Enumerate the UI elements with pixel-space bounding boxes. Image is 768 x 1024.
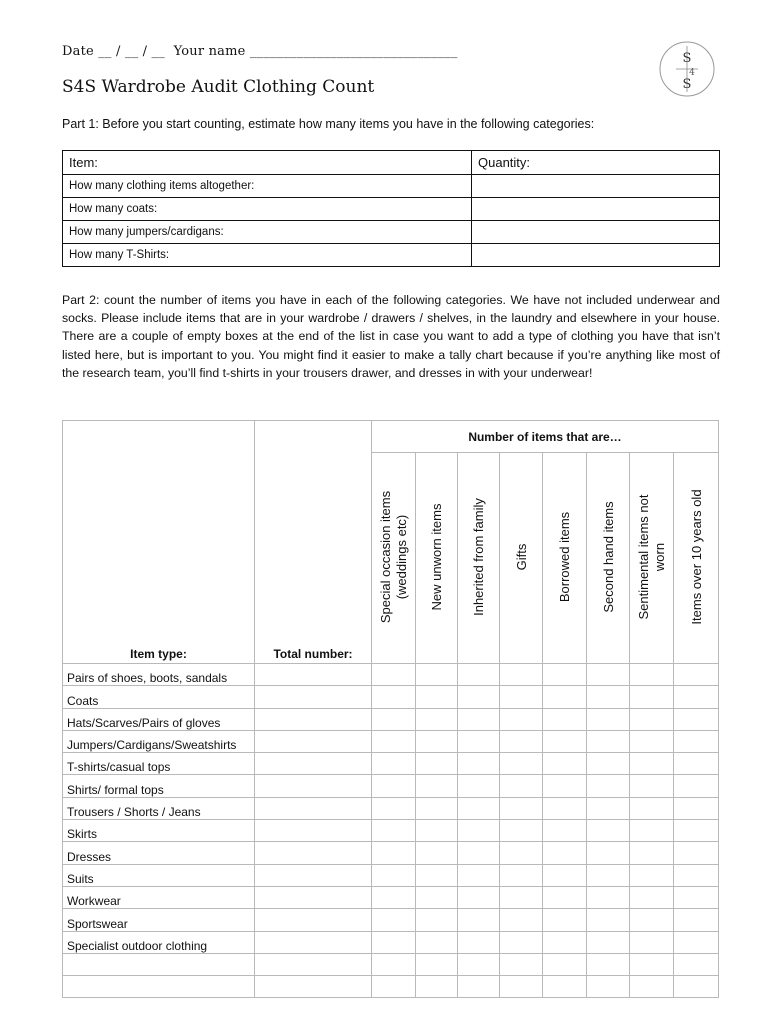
category-count-cell[interactable] — [372, 730, 416, 752]
category-count-cell[interactable] — [500, 797, 543, 819]
item-type-label: Pairs of shoes, boots, sandals — [63, 664, 255, 686]
item-type-label: Shirts/ formal tops — [63, 775, 255, 797]
category-count-cell[interactable] — [458, 686, 500, 708]
category-count-cell[interactable] — [372, 953, 416, 975]
column-header-line: New unworn items — [429, 503, 444, 611]
total-count-cell[interactable] — [255, 864, 372, 886]
category-count-cell[interactable] — [630, 864, 674, 886]
category-count-cell[interactable] — [674, 886, 719, 908]
category-count-cell[interactable] — [674, 820, 719, 842]
category-count-cell[interactable] — [674, 753, 719, 775]
category-count-cell[interactable] — [543, 775, 587, 797]
column-header-label — [636, 457, 668, 657]
category-count-cell[interactable] — [674, 797, 719, 819]
estimate-header-item: Item: — [63, 151, 472, 175]
column-header-label — [557, 457, 573, 657]
category-count-cell[interactable] — [416, 686, 458, 708]
category-count-cell[interactable] — [416, 931, 458, 953]
total-count-cell[interactable] — [255, 909, 372, 931]
table-row — [63, 820, 719, 842]
category-count-cell[interactable] — [458, 864, 500, 886]
item-type-label — [63, 953, 255, 975]
category-count-cell[interactable] — [500, 864, 543, 886]
category-count-cell[interactable] — [458, 753, 500, 775]
category-count-cell[interactable] — [674, 953, 719, 975]
category-count-cell[interactable] — [416, 864, 458, 886]
category-count-cell[interactable] — [630, 775, 674, 797]
category-count-cell[interactable] — [587, 708, 630, 730]
count-table — [62, 420, 719, 998]
item-type-label: T-shirts/casual tops — [63, 753, 255, 775]
category-count-cell[interactable] — [587, 842, 630, 864]
category-count-cell[interactable] — [587, 909, 630, 931]
part2-instructions: Part 2: count the number of items you have in each of the following categories. We have not included underwear and socks. Please include items that are in your wardrobe / drawers / shelves, in the laundry and elsewhere in your house. There are a couple of empty boxes at the end of the list in case you want to add a type of clothing you have that isn’t listed here, but is important to you. You might find it easier to make a tally chart because if you’re anything like most of the research team, you’ll find t-shirts in your trousers drawer, and dresses in with your underwear! — [62, 293, 720, 380]
category-count-cell[interactable] — [500, 664, 543, 686]
date-name-line: Date __ / __ / __ Your name _______________________________ — [62, 44, 458, 59]
total-count-cell[interactable] — [255, 753, 372, 775]
category-count-cell[interactable] — [500, 931, 543, 953]
total-count-cell[interactable] — [255, 775, 372, 797]
total-count-cell[interactable] — [255, 886, 372, 908]
estimate-row-label: How many coats: — [63, 198, 472, 221]
category-count-cell[interactable] — [630, 820, 674, 842]
category-count-cell[interactable] — [500, 775, 543, 797]
category-count-cell[interactable] — [543, 753, 587, 775]
column-header-label — [514, 457, 530, 657]
table-row — [63, 976, 719, 998]
column-header-label — [601, 457, 617, 657]
category-count-cell[interactable] — [500, 686, 543, 708]
column-header-line: Gifts — [514, 543, 529, 571]
category-count-cell[interactable] — [372, 797, 416, 819]
estimate-row-label: How many clothing items altogether: — [63, 175, 472, 198]
column-header-line: Inherited from family — [471, 498, 486, 616]
category-count-cell[interactable] — [500, 909, 543, 931]
item-type-label: Dresses — [63, 842, 255, 864]
column-header-line: Sentimental items not — [636, 494, 651, 620]
svg-text:S: S — [682, 51, 692, 66]
category-count-cell[interactable] — [458, 730, 500, 752]
item-type-label: Hats/Scarves/Pairs of gloves — [63, 708, 255, 730]
category-count-cell[interactable] — [630, 730, 674, 752]
category-count-cell[interactable] — [500, 953, 543, 975]
category-count-cell[interactable] — [543, 797, 587, 819]
total-count-cell[interactable] — [255, 842, 372, 864]
category-count-cell[interactable] — [458, 708, 500, 730]
category-count-cell[interactable] — [500, 976, 543, 998]
category-count-cell[interactable] — [674, 909, 719, 931]
category-count-cell[interactable] — [372, 909, 416, 931]
table-row — [63, 953, 719, 975]
total-count-cell[interactable] — [255, 664, 372, 686]
category-count-cell[interactable] — [543, 953, 587, 975]
category-count-cell[interactable] — [543, 664, 587, 686]
category-count-cell[interactable] — [416, 708, 458, 730]
column-header-label — [471, 457, 487, 657]
column-header — [372, 453, 416, 664]
table-row — [63, 708, 719, 730]
category-count-cell[interactable] — [372, 976, 416, 998]
category-count-cell[interactable] — [630, 886, 674, 908]
category-count-cell[interactable] — [630, 953, 674, 975]
page-title: S4S Wardrobe Audit Clothing Count — [62, 77, 375, 97]
item-type-label: Skirts — [63, 820, 255, 842]
total-count-cell[interactable] — [255, 820, 372, 842]
category-count-cell[interactable] — [587, 953, 630, 975]
category-count-cell[interactable] — [630, 909, 674, 931]
category-count-cell[interactable] — [372, 753, 416, 775]
category-count-cell[interactable] — [416, 730, 458, 752]
table-row — [63, 664, 719, 686]
category-count-cell[interactable] — [587, 820, 630, 842]
category-count-cell[interactable] — [587, 753, 630, 775]
category-count-cell[interactable] — [372, 820, 416, 842]
part1-instructions: Part 1: Before you start counting, estimate how many items you have in the following categories: — [62, 117, 595, 131]
category-count-cell[interactable] — [543, 931, 587, 953]
category-count-cell[interactable] — [587, 886, 630, 908]
item-type-label: Coats — [63, 686, 255, 708]
category-count-cell[interactable] — [416, 753, 458, 775]
category-count-cell[interactable] — [630, 842, 674, 864]
estimate-quantity-field[interactable] — [472, 221, 720, 244]
item-type-label — [63, 976, 255, 998]
category-count-cell[interactable] — [500, 753, 543, 775]
category-count-cell[interactable] — [674, 775, 719, 797]
category-count-cell[interactable] — [500, 708, 543, 730]
category-count-cell[interactable] — [674, 708, 719, 730]
table-row — [63, 753, 719, 775]
table-row — [63, 730, 719, 752]
category-count-cell[interactable] — [674, 976, 719, 998]
total-number-header: Total number: — [255, 421, 372, 664]
category-count-cell[interactable] — [630, 708, 674, 730]
item-type-header: Item type: — [63, 421, 255, 664]
item-type-label: Suits — [63, 864, 255, 886]
category-count-cell[interactable] — [630, 931, 674, 953]
category-count-cell[interactable] — [674, 664, 719, 686]
category-count-cell[interactable] — [372, 664, 416, 686]
category-count-cell[interactable] — [674, 730, 719, 752]
column-header — [630, 453, 674, 664]
item-type-label: Specialist outdoor clothing — [63, 931, 255, 953]
estimate-row-label: How many T-Shirts: — [63, 244, 472, 267]
item-type-label: Jumpers/Cardigans/Sweatshirts — [63, 730, 255, 752]
items-that-are-banner: Number of items that are… — [372, 421, 719, 453]
s4s-logo — [658, 40, 716, 98]
column-header-line: worn — [652, 542, 667, 572]
category-count-cell[interactable] — [500, 820, 543, 842]
estimate-quantity-field[interactable] — [472, 244, 720, 267]
category-count-cell[interactable] — [458, 820, 500, 842]
category-count-cell[interactable] — [458, 886, 500, 908]
category-count-cell[interactable] — [458, 842, 500, 864]
category-count-cell[interactable] — [587, 730, 630, 752]
category-count-cell[interactable] — [372, 775, 416, 797]
category-count-cell[interactable] — [630, 797, 674, 819]
category-count-cell[interactable] — [416, 775, 458, 797]
category-count-cell[interactable] — [458, 797, 500, 819]
item-type-label: Trousers / Shorts / Jeans — [63, 797, 255, 819]
column-header-label — [378, 457, 410, 657]
estimate-table — [62, 150, 720, 267]
table-row — [63, 931, 719, 953]
category-count-cell[interactable] — [416, 976, 458, 998]
table-row — [63, 909, 719, 931]
category-count-cell[interactable] — [500, 886, 543, 908]
column-header-label — [429, 457, 445, 657]
category-count-cell[interactable] — [416, 820, 458, 842]
category-count-cell[interactable] — [543, 909, 587, 931]
category-count-cell[interactable] — [458, 775, 500, 797]
category-count-cell[interactable] — [416, 664, 458, 686]
estimate-header-quantity: Quantity: — [472, 151, 720, 175]
category-count-cell[interactable] — [500, 842, 543, 864]
table-row — [63, 842, 719, 864]
category-count-cell[interactable] — [416, 953, 458, 975]
category-count-cell[interactable] — [674, 931, 719, 953]
category-count-cell[interactable] — [372, 686, 416, 708]
column-header — [543, 453, 587, 664]
category-count-cell[interactable] — [543, 864, 587, 886]
estimate-quantity-field[interactable] — [472, 175, 720, 198]
category-count-cell[interactable] — [587, 664, 630, 686]
category-count-cell[interactable] — [458, 931, 500, 953]
total-count-cell[interactable] — [255, 931, 372, 953]
category-count-cell[interactable] — [372, 931, 416, 953]
category-count-cell[interactable] — [416, 909, 458, 931]
column-header — [458, 453, 500, 664]
category-count-cell[interactable] — [587, 976, 630, 998]
category-count-cell[interactable] — [372, 708, 416, 730]
svg-text:4: 4 — [689, 68, 695, 78]
category-count-cell[interactable] — [500, 730, 543, 752]
category-count-cell[interactable] — [674, 842, 719, 864]
category-count-cell[interactable] — [587, 775, 630, 797]
category-count-cell[interactable] — [372, 864, 416, 886]
category-count-cell[interactable] — [543, 842, 587, 864]
total-count-cell[interactable] — [255, 797, 372, 819]
category-count-cell[interactable] — [674, 864, 719, 886]
category-count-cell[interactable] — [587, 864, 630, 886]
column-header-line: Items over 10 years old — [689, 489, 704, 625]
total-count-cell[interactable] — [255, 976, 372, 998]
category-count-cell[interactable] — [630, 686, 674, 708]
total-count-cell[interactable] — [255, 708, 372, 730]
category-count-cell[interactable] — [543, 820, 587, 842]
column-header — [587, 453, 630, 664]
column-header-line: Special occasion items — [378, 490, 393, 624]
table-row — [63, 864, 719, 886]
category-count-cell[interactable] — [630, 976, 674, 998]
column-header — [674, 453, 719, 664]
total-count-cell[interactable] — [255, 953, 372, 975]
column-header-label — [689, 457, 705, 657]
table-row — [63, 886, 719, 908]
category-count-cell[interactable] — [587, 931, 630, 953]
column-header — [416, 453, 458, 664]
table-row — [63, 686, 719, 708]
category-count-cell[interactable] — [674, 686, 719, 708]
category-count-cell[interactable] — [458, 976, 500, 998]
category-count-cell[interactable] — [458, 953, 500, 975]
category-count-cell[interactable] — [543, 730, 587, 752]
category-count-cell[interactable] — [416, 842, 458, 864]
category-count-cell[interactable] — [416, 886, 458, 908]
category-count-cell[interactable] — [543, 976, 587, 998]
column-header-line: (weddings etc) — [394, 514, 409, 600]
category-count-cell[interactable] — [416, 797, 458, 819]
category-count-cell[interactable] — [630, 753, 674, 775]
column-header-line: Borrowed items — [557, 511, 572, 603]
category-count-cell[interactable] — [543, 886, 587, 908]
svg-text:S: S — [682, 77, 692, 92]
table-row — [63, 797, 719, 819]
count-grid — [62, 420, 720, 970]
estimate-row-label: How many jumpers/cardigans: — [63, 221, 472, 244]
category-count-cell[interactable] — [587, 686, 630, 708]
category-count-cell[interactable] — [372, 886, 416, 908]
total-count-cell[interactable] — [255, 730, 372, 752]
column-header-line: Second hand items — [601, 501, 616, 613]
category-count-cell[interactable] — [630, 664, 674, 686]
estimate-quantity-field[interactable] — [472, 198, 720, 221]
table-row — [63, 775, 719, 797]
total-count-cell[interactable] — [255, 686, 372, 708]
item-type-label: Workwear — [63, 886, 255, 908]
category-count-cell[interactable] — [543, 686, 587, 708]
category-count-cell[interactable] — [458, 664, 500, 686]
category-count-cell[interactable] — [543, 708, 587, 730]
category-count-cell[interactable] — [587, 797, 630, 819]
item-type-label: Sportswear — [63, 909, 255, 931]
column-header — [500, 453, 543, 664]
category-count-cell[interactable] — [458, 909, 500, 931]
category-count-cell[interactable] — [372, 842, 416, 864]
